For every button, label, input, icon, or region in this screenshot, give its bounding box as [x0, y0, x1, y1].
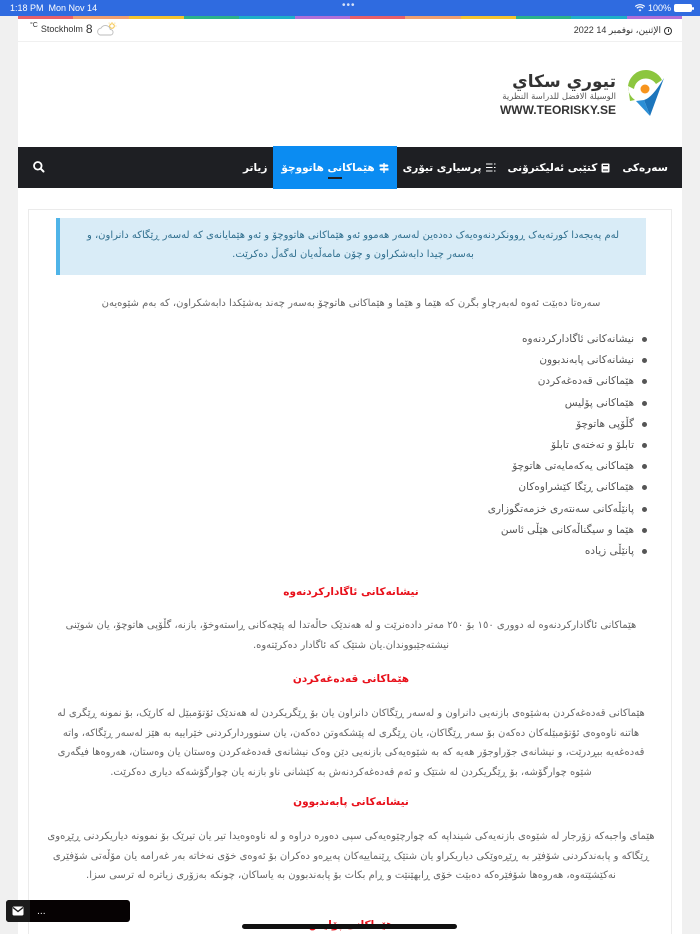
wifi-icon [635, 4, 645, 12]
logo-url: WWW.TEORISKY.SE [499, 102, 616, 117]
list-item: تابلۆ و تەختەی تابلۆ [347, 435, 647, 456]
list-item: هێماکانی یەکەمایەتی هاتوچۆ [347, 456, 647, 477]
list-item: گڵۆپی هاتوچۆ [347, 414, 647, 435]
list-item: پانێڵی زیادە [347, 541, 647, 562]
site-logo[interactable] [500, 70, 670, 118]
list-item: نیشانەکانی ئاگادارکردنەوە [347, 329, 647, 350]
status-right [635, 3, 692, 13]
clock-icon [664, 27, 672, 35]
status-time: 1:18 PM Mon Nov 14 [10, 3, 98, 13]
section-heading-warning-signs: نیشانەکانی ئاگادارکردنەوە [283, 586, 419, 598]
temperature-unit: °C [30, 21, 38, 29]
main-nav [18, 147, 682, 188]
logo-text [500, 72, 616, 117]
nav-item-ebooks[interactable]: کتێبی ئەلیکترۆنی [502, 147, 617, 188]
weather-temperature: 8 [85, 22, 93, 36]
battery-percent: 100% [647, 3, 671, 13]
section-heading-mandatory-signs: نیشانەکانی پابەندبوون [293, 796, 409, 808]
mail-icon [6, 900, 30, 922]
ios-status-bar [0, 0, 700, 16]
logo-mark-icon [622, 70, 670, 118]
list-icon [486, 163, 496, 172]
book-icon [601, 163, 610, 173]
site-header [18, 42, 682, 147]
section-body-mandatory-signs: هێمای واجبەکە زۆرجار لە شێوەی بازنەیەکی شینداپە کە چوارچێوەیەکی سپی دەورە دراوە و لە ناوەوەیدا تیر یان تیرێک بۆ نموونە دیاریکردنی ڕێڕەوی ڕێگاکە و پابەندکردنی شۆفێر بە ڕێڕەوێکی دیاریکراو یان شتێک ڕێنماییەکان پەیڕەو دەکران بۆ ئەوەی خۆی نەخاتە بەر غەرامە یان مۆڵەتی شۆفێری نەکێشێتەوە، هەروەها شۆفێرەکە دەبێت خۆی ڕابهێنێت و ڕام بکات بۆ پابەندبوون بە یاساکان، چونکە بەزۆری زیاترە لە ترسی سزا. [47, 831, 655, 881]
section-body-prohibition-signs: هێماکانی قەدەغەکردن بەشێوەی بازنەیی دانراون و لەسەر ڕێگاکان دانراون یان بۆ ڕێگریکردن لە هەندێک ئۆتۆمبێل لە کارێک، بۆ نمونە ڕێگری لە هاتنە ناوەوەی ئۆتۆمبێلەکان دەکەن بۆ سەر ڕێگاکان، یان ڕێگری لە پێشکەوتن دەکەن، یان سنووردارکردنی خێراییە بە هێز لەسەر ڕێگاکە، واتە قەدەغەیە ببڕدرێت، و نیشانەی جۆراوجۆر هەیە کە بە شێوەیەکی بازنەیی دێن وەک نیشانەی قەدەغەکردن وەستان یان وەستان، هەروەها فیگەری شێوە چوارگۆشە، بۆ ڕێگریکردن لە شتێک و ئەم قەدەغەکردنەش بە کێشانی ناو بازنە یان چوارگۆشەکە دیاری دەکرێت. [57, 708, 645, 778]
section-heading-prohibition-signs: هێماکانی قەدەغەکردن [292, 673, 410, 685]
signpost-icon [379, 163, 389, 173]
mail-widget-more: ... [37, 907, 46, 917]
logo-title: تيوري سكاي [512, 71, 616, 92]
intro-notice: لەم پەیجەدا کورتەیەک ڕوونکردنەوەیەک دەدەین لەسەر هەموو ئەو هێماکانی هاتووچۆ و ئەو هێمایانەی کە لەسەر ڕێگاکە دانراون، و بەسەر چیدا دابەشکراون و چۆن مامەڵەیان لەگەڵ دەکرێت. [56, 218, 646, 275]
current-date: الإثنين، نوفمبر 14 2022 [574, 25, 672, 36]
logo-subtitle: الوسيلة الافضل للدراسة النظرية [502, 91, 616, 102]
nav-item-home[interactable]: سەرەکی [622, 161, 668, 174]
list-item: هێماکانی قەدەغەکردن [347, 371, 647, 392]
list-item: هێماکانی پۆلیس [347, 393, 647, 414]
intro-paragraph: سەرەتا دەبێت ئەوە لەبەرچاو بگرن کە هێما و هێما و هێماکانی هاتوچۆ بەسەر چەند بەشێکدا دابەشکراون، کە بەم شێوەیەن [101, 298, 601, 309]
section-body-warning-signs: هێماکانی ئاگادارکردنەوە لە دووری ١٥٠ بۆ ٢٥٠ مەتر دادەنرێت و لە هەندێک حاڵەتدا لە پێچەکانی ڕاستەوخۆ، بازنە، گڵۆپی هاتوچۆ، یان شوێنی نیشتەجێبووندان.یان شتێک کە ئاگادار دەکرێتەوە. [65, 620, 637, 651]
top-bar [18, 19, 682, 42]
topics-list [347, 329, 647, 562]
weather-city: Stockholm [40, 24, 83, 34]
nav-item-traffic-signs[interactable]: هێماکانی هاتووچۆ [273, 146, 396, 189]
nav-item-theory-questions[interactable]: پرسیاری تیۆری [397, 147, 502, 188]
list-item: هێماکانی ڕێگا کێشراوەکان [347, 477, 647, 498]
list-item: هێما و سیگناڵەکانی هێڵی ئاسن [347, 520, 647, 541]
page-container [18, 19, 682, 934]
list-item: نیشانەکانی پابەندبوون [347, 350, 647, 371]
home-indicator[interactable] [242, 924, 457, 929]
search-icon[interactable] [32, 160, 46, 174]
multitasking-dots[interactable]: ••• [342, 0, 356, 11]
mail-widget[interactable] [6, 900, 130, 922]
nav-item-more[interactable]: زیاتر [243, 161, 268, 174]
list-item: پانێڵەکانی سەنتەری خزمەتگوزاری [347, 499, 647, 520]
weather-widget[interactable] [30, 22, 118, 36]
partly-cloudy-icon [96, 22, 118, 36]
article-content [28, 209, 672, 934]
battery-icon [674, 4, 692, 12]
